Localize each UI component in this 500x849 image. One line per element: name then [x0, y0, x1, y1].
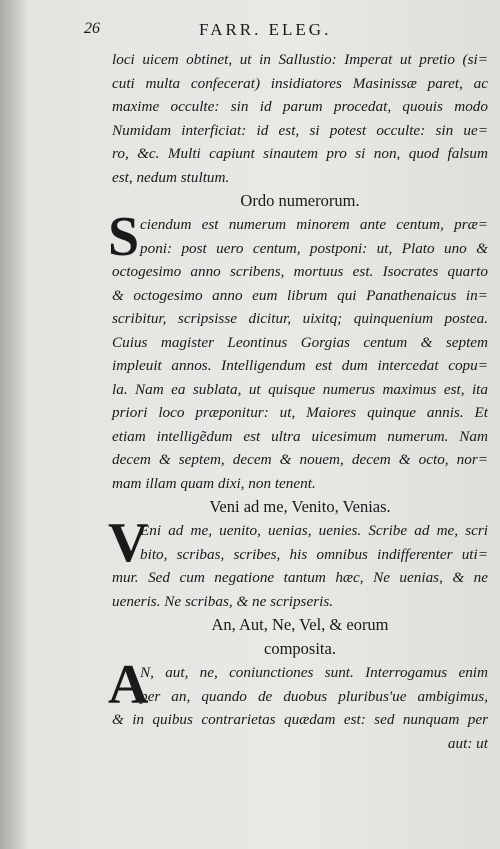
- text-line: impleuit annos. Intelligendum est dum intercedat copu=: [112, 357, 488, 374]
- text-line: octogesimo anno scribens, mortuus est. Isocrates quarto: [112, 263, 488, 280]
- text-line: bito, scribas, scribes, his omnibus indifferenter uti=: [140, 545, 488, 563]
- section-heading-continued: composita.: [264, 639, 336, 658]
- drop-cap: S: [108, 206, 140, 268]
- drop-cap: V: [108, 512, 149, 574]
- text-line: mur. Sed cum negatione tantum hæc, Ne uenias, & ne: [112, 569, 488, 586]
- text-line: mam illam quam dixi, non tenent.: [112, 474, 316, 492]
- text-line: & in quibus contrarietas quædam est: sed nunquam per: [112, 711, 488, 728]
- section-heading: Ordo numerorum.: [240, 191, 360, 210]
- text-line: cuti multa confecerat) insidiatores Masinissæ paret, ac: [112, 74, 488, 92]
- text-line: priori loco præponitur: ut, Maiores quinque annis. Et: [112, 404, 488, 421]
- paragraph-an-aut: [108, 654, 488, 755]
- text-line: scribitur, scripsisse dicitur, uixitq; quinquenium postea.: [112, 310, 488, 327]
- text-line: per an, quando de duobus pluribus'ue ambigimus,: [140, 687, 488, 705]
- section-heading: An, Aut, Ne, Vel, & eorum: [211, 615, 389, 634]
- text-line: etiam intelligẽdum est ultra uicesimum numerum. Nam: [112, 427, 488, 445]
- text-line: la. Nam ea sublata, ut quisque numerus maximus est, ita: [112, 380, 488, 398]
- text-line: Numidam interficiat: id est, si potest occulte: sin ue=: [112, 121, 488, 139]
- page-header: [84, 20, 484, 44]
- text-line: & octogesimo anno eum librum qui Panathenaicus in=: [112, 286, 488, 304]
- drop-cap: A: [108, 654, 149, 716]
- text-block: [108, 48, 488, 755]
- page-number: 26: [84, 20, 100, 37]
- text-line: Eni ad me, uenito, uenias, uenies. Scribe ad me, scri: [140, 522, 488, 539]
- text-line: ro, &c. Multi capiunt sinautem pro si non, quod falsum: [112, 145, 488, 162]
- running-head: FARR. ELEG.: [199, 20, 332, 39]
- paragraph-ordo: [108, 206, 488, 495]
- text-line: ueneris. Ne scribas, & ne scripseris.: [112, 592, 334, 610]
- paragraph-veni: [108, 512, 488, 613]
- text-line: poni: post uero centum, postponi: ut, Plato uno &: [140, 239, 488, 257]
- text-line: est, nedum stultum.: [112, 168, 230, 186]
- section-heading: Veni ad me, Venito, Venias.: [209, 497, 391, 516]
- text-line: ciendum est numerum minorem ante centum, præ=: [140, 216, 488, 233]
- text-line: Cuius magister Leontinus Gorgias centum & septem: [112, 333, 488, 351]
- text-line: decem & septem, decem & nouem, decem & octo, nor=: [112, 451, 488, 468]
- text-line: maxime occulte: sin id parum procedat, quouis modo: [112, 98, 488, 115]
- gutter-shadow: [0, 0, 28, 849]
- catchword: aut: ut: [447, 734, 488, 752]
- text-line: loci uicem obtinet, ut in Sallustio: Imperat ut pretio (si=: [112, 51, 488, 68]
- text-line: N, aut, ne, coniunctiones sunt. Interrogamus enim: [140, 664, 488, 681]
